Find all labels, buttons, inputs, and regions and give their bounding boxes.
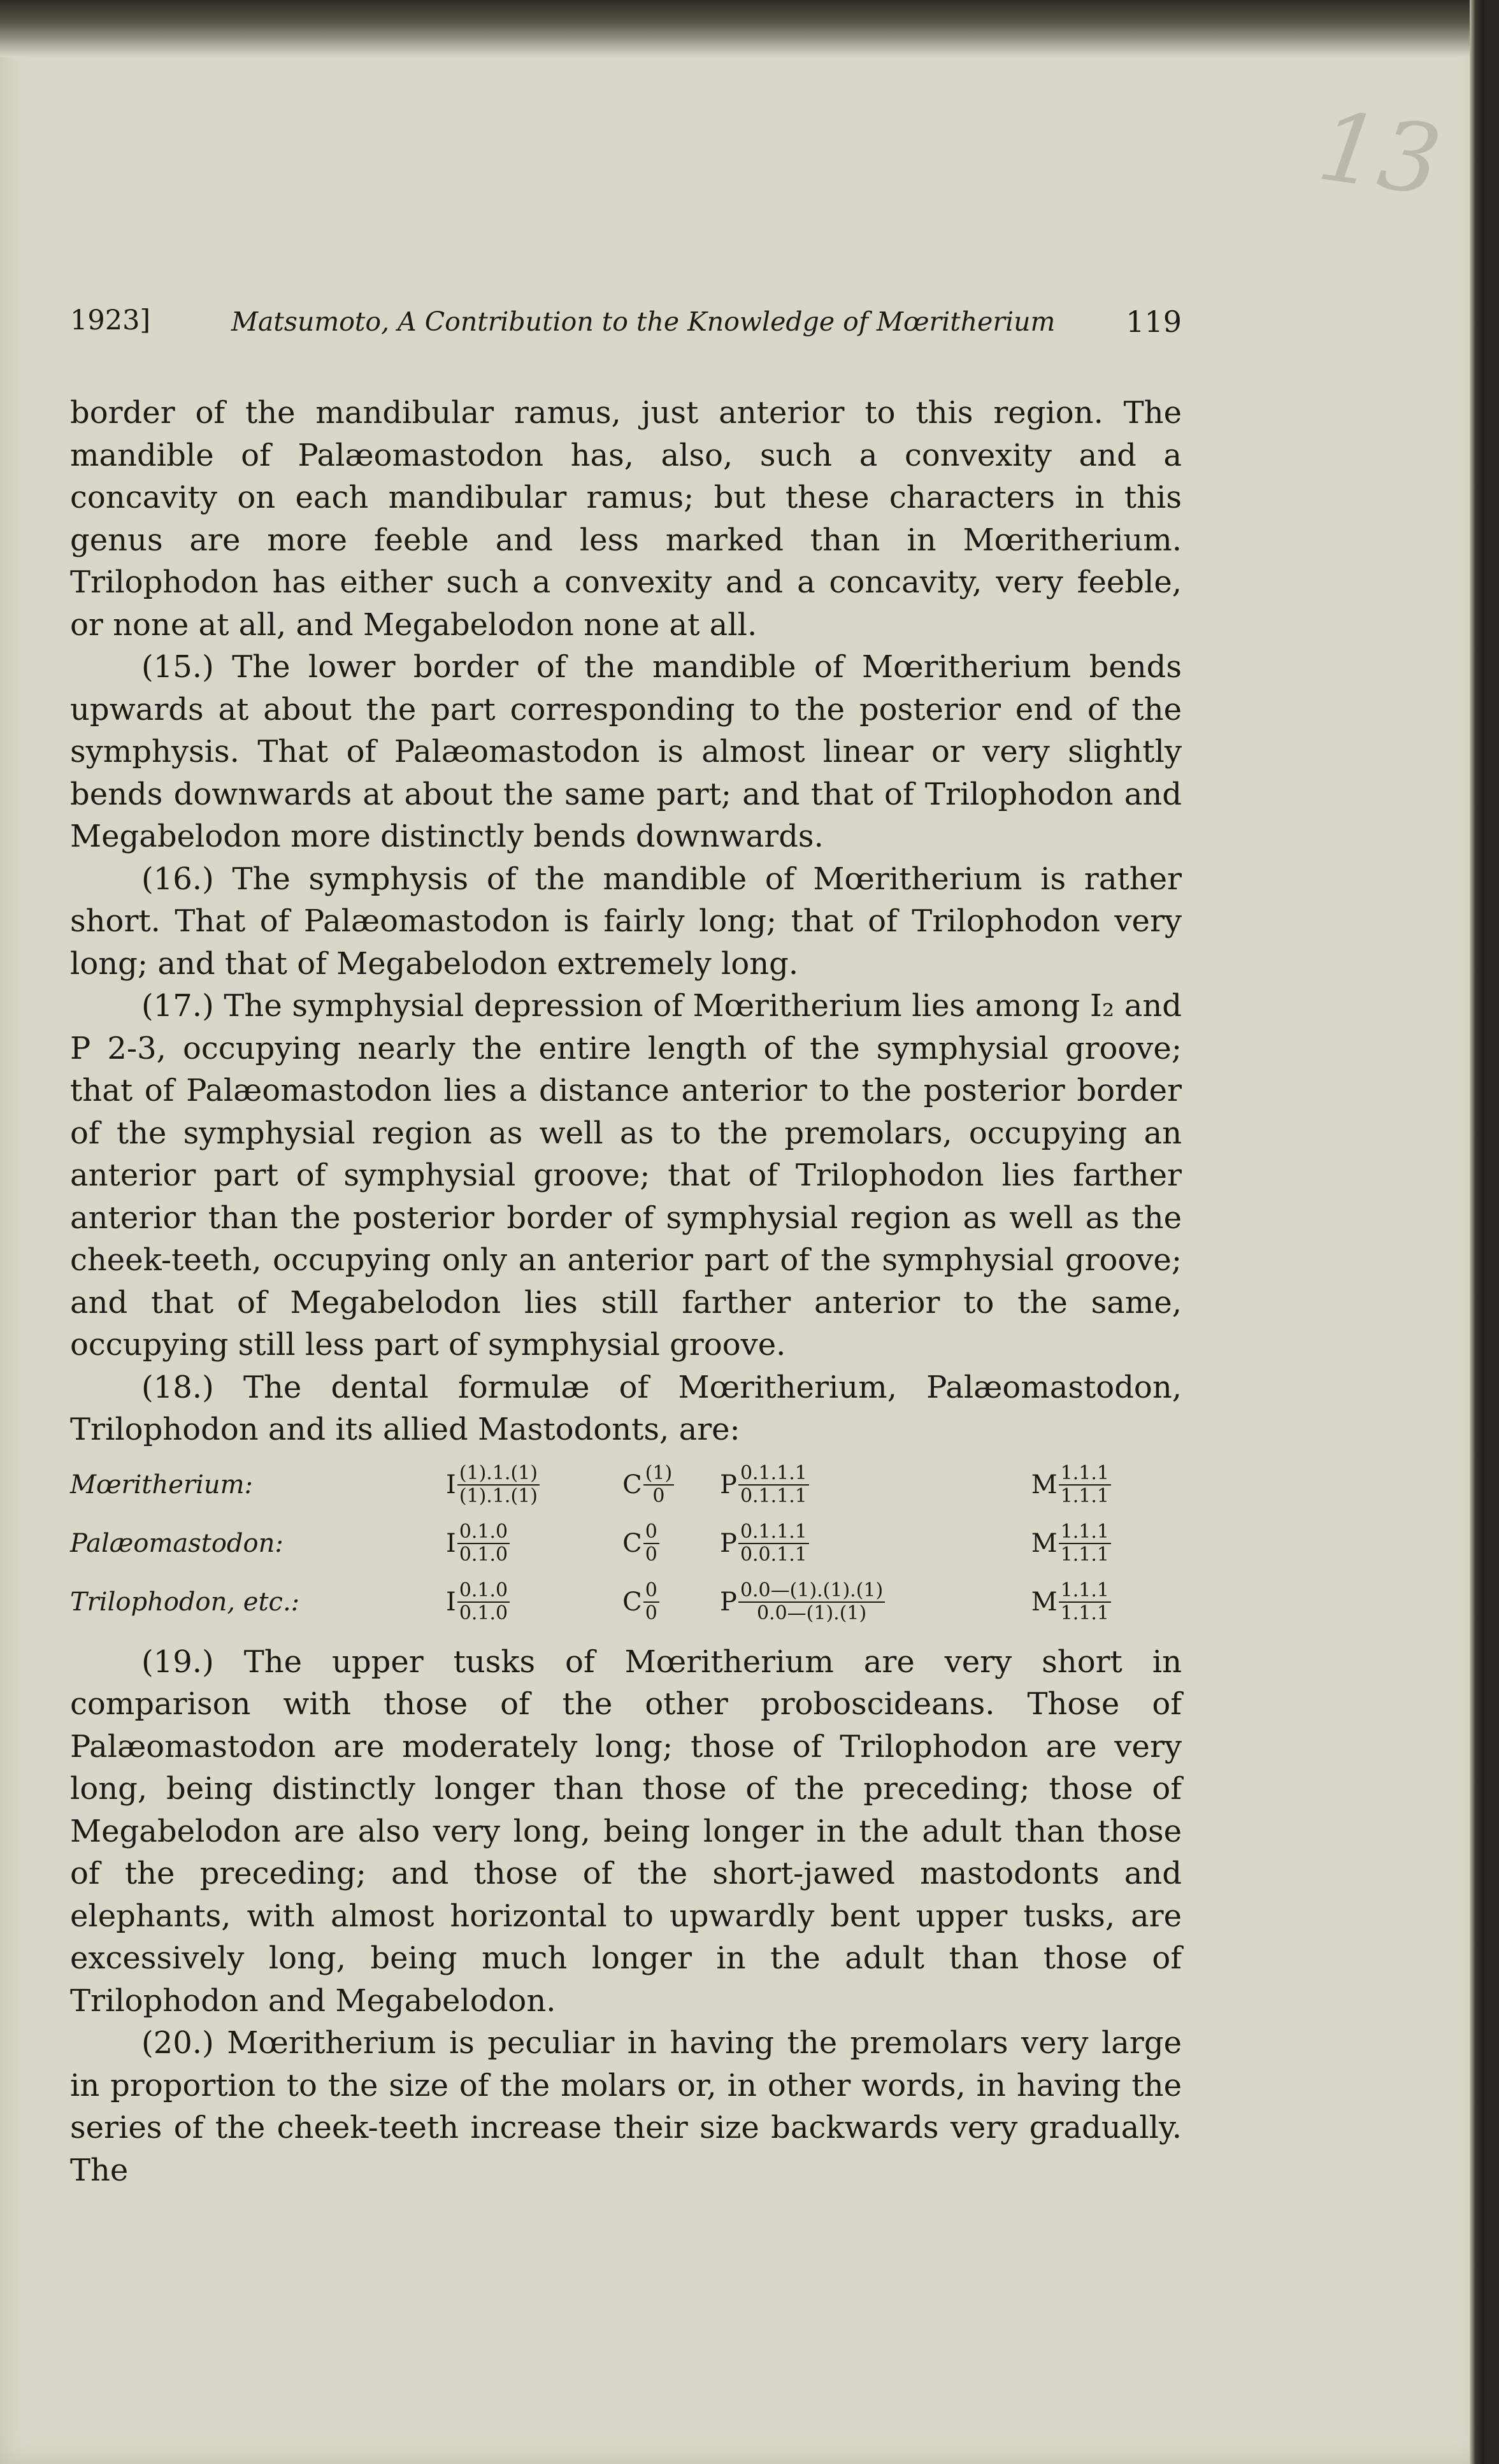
formula-genus: Trilophodon, etc.: bbox=[70, 1587, 300, 1617]
formula-cell-p bbox=[720, 1456, 1031, 1515]
formula-genus: Palæomastodon: bbox=[70, 1528, 283, 1558]
paragraph-20: (20.) Mœritherium is peculiar in having the premolars very large in proportion to the size of the molars or, in other words, in having the series of the cheek-teeth increase their size backwards very gradually. The bbox=[70, 2025, 1182, 2188]
formula-lower: 1.1.1 bbox=[1060, 1543, 1110, 1566]
formula-lower: 0 bbox=[652, 1484, 665, 1507]
tooth-letter: P bbox=[720, 1528, 737, 1558]
tooth-letter: M bbox=[1031, 1587, 1058, 1617]
page-top-edge bbox=[0, 0, 1484, 57]
formula-row bbox=[70, 1573, 1182, 1632]
header-page-number: 119 bbox=[1126, 304, 1182, 339]
formula-upper: 0.1.1.1 bbox=[738, 1521, 809, 1544]
formula-upper: 0 bbox=[643, 1521, 659, 1544]
paragraph-18: (18.) The dental formulæ of Mœritherium, Palæomastodon, Trilophodon and its allied Mastodonts, are: bbox=[70, 1369, 1182, 1447]
formula-cell-i bbox=[446, 1515, 622, 1573]
tooth-letter: I bbox=[446, 1587, 456, 1617]
header-running-title: Matsumoto, A Contribution to the Knowledge of Mœritherium bbox=[231, 306, 1056, 337]
tooth-letter: I bbox=[446, 1528, 456, 1558]
formula-row bbox=[70, 1515, 1182, 1573]
formula-upper: 1.1.1 bbox=[1059, 1580, 1111, 1603]
formula-cell-m bbox=[1031, 1573, 1182, 1632]
formula-upper: 0.1.0 bbox=[457, 1521, 510, 1544]
paragraph-15: (15.) The lower border of the mandible of Mœritherium bends upwards at about the part corresponding to the posterior end of the symphysis. That of Palæomastodon is almost linear or very slightly bends downwards at about the same part; and that of Trilophodon and Megabelodon more distinctly bends downwards. bbox=[70, 649, 1182, 854]
formula-cell-c bbox=[622, 1573, 720, 1632]
formula-upper: (1).1.(1) bbox=[457, 1463, 540, 1486]
formula-row bbox=[70, 1456, 1182, 1515]
formula-lower: 0.0.1.1 bbox=[740, 1543, 807, 1566]
body-text bbox=[70, 392, 1182, 2191]
formula-lower: 0 bbox=[645, 1601, 657, 1624]
tooth-letter: M bbox=[1031, 1470, 1058, 1500]
paragraph-16: (16.) The symphysis of the mandible of Mœritherium is rather short. That of Palæomastodon is fairly long; that of Trilophodon very long; and that of Megabelodon extremely long. bbox=[70, 861, 1182, 982]
formula-cell-c bbox=[622, 1456, 720, 1515]
formula-genus: Mœritherium: bbox=[70, 1470, 254, 1500]
formula-lower: 0 bbox=[645, 1543, 657, 1566]
paragraph-19: (19.) The upper tusks of Mœritherium are very short in comparison with those of the other proboscideans. Those of Palæomastodon are moderately long; those of Trilophodon are very long, being distinctly longer than those of the preceding; those of Megabelodon are also very long, being longer in the adult than those of the preceding; and those of the short-jawed mastodonts and elephants, with almost horizontal to upwardly bent upper tusks, are excessively long, being much longer in the adult than those of Trilophodon and Megabelodon. bbox=[70, 1644, 1182, 2019]
formula-upper: 0.1.1.1 bbox=[738, 1463, 809, 1486]
tooth-letter: P bbox=[720, 1470, 737, 1500]
paragraph-17: (17.) The symphysial depression of Mœritherium lies among I₂ and P 2-3, occupying nearly the entire length of the symphysial groove; that of Palæomastodon lies a distance anterior to the posterior border of the symphysial region as well as to the premolars, occupying an anterior part of symphysial groove; that of Trilophodon lies farther anterior than the posterior border of symphysial region as well as the cheek-teeth, occupying only an anterior part of the symphysial groove; and that of Megabelodon lies still farther anterior to the same, occupying still less part of symphysial groove. bbox=[70, 988, 1182, 1363]
formula-lower: 1.1.1 bbox=[1060, 1601, 1110, 1624]
page-right-edge bbox=[1470, 0, 1484, 2464]
header-year: 1923] bbox=[70, 304, 151, 336]
handwritten-page-mark: 13 bbox=[1311, 90, 1448, 218]
formula-cell-i bbox=[446, 1573, 622, 1632]
running-header bbox=[70, 304, 1182, 349]
tooth-letter: P bbox=[720, 1587, 737, 1617]
formula-lower: 0.1.1.1 bbox=[740, 1484, 807, 1507]
formula-lower: (1).1.(1) bbox=[459, 1484, 538, 1507]
formula-upper: (1) bbox=[643, 1463, 675, 1486]
formula-cell-p bbox=[720, 1573, 1031, 1632]
formula-lower: 0.0—(1).(1) bbox=[756, 1601, 867, 1624]
formula-upper: 0.1.0 bbox=[457, 1580, 510, 1603]
dental-formula-table bbox=[70, 1456, 1182, 1632]
formula-cell-c bbox=[622, 1515, 720, 1573]
formula-upper: 0 bbox=[643, 1580, 659, 1603]
tooth-letter: M bbox=[1031, 1528, 1058, 1558]
tooth-letter: C bbox=[622, 1470, 642, 1500]
formula-cell-m bbox=[1031, 1515, 1182, 1573]
tooth-letter: C bbox=[622, 1587, 642, 1617]
formula-upper: 1.1.1 bbox=[1059, 1521, 1111, 1544]
formula-cell-p bbox=[720, 1515, 1031, 1573]
formula-cell-m bbox=[1031, 1456, 1182, 1515]
formula-lower: 1.1.1 bbox=[1060, 1484, 1110, 1507]
formula-lower: 0.1.0 bbox=[459, 1601, 508, 1624]
tooth-letter: I bbox=[446, 1470, 456, 1500]
tooth-letter: C bbox=[622, 1528, 642, 1558]
formula-cell-i bbox=[446, 1456, 622, 1515]
formula-upper: 1.1.1 bbox=[1059, 1463, 1111, 1486]
paragraph-continuation: border of the mandibular ramus, just anterior to this region. The mandible of Palæomastodon has, also, such a convexity and a concavity on each mandibular ramus; but these characters in this genus are more feeble and less marked than in Mœritherium. Trilophodon has either such a convexity and a concavity, very feeble, or none at all, and Megabelodon none at all. bbox=[70, 395, 1182, 643]
formula-upper: 0.0—(1).(1).(1) bbox=[738, 1580, 885, 1603]
formula-lower: 0.1.0 bbox=[459, 1543, 508, 1566]
